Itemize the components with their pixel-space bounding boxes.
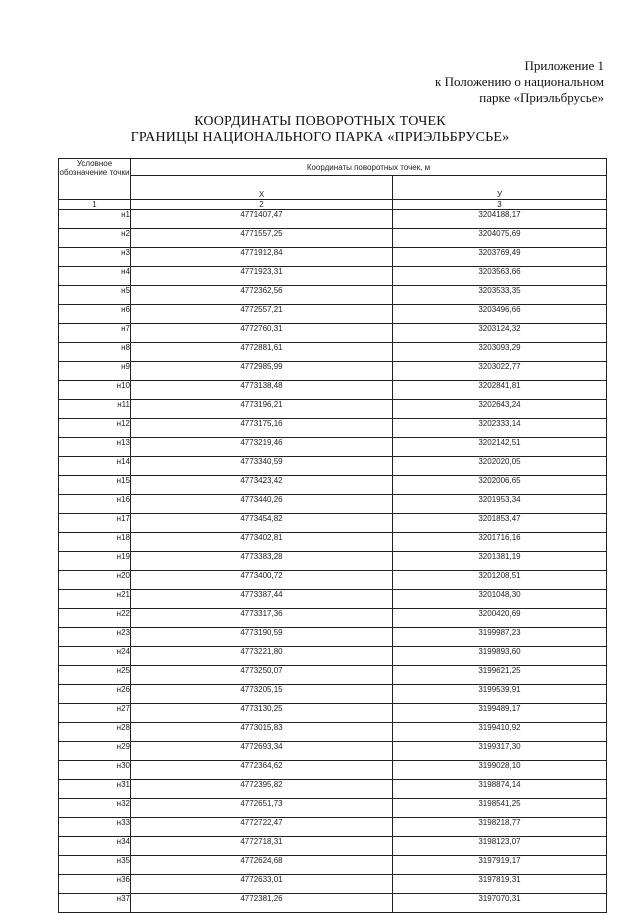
point-id-cell: н8	[59, 343, 131, 362]
point-id-cell: н33	[59, 818, 131, 837]
header-col-number-1: 1	[59, 200, 131, 210]
x-coordinate-cell: 4773454,82	[131, 514, 393, 533]
y-coordinate-cell: 3202142,51	[393, 438, 607, 457]
y-coordinate-cell: 3203769,49	[393, 248, 607, 267]
table-row	[59, 856, 607, 875]
table-row	[59, 590, 607, 609]
header-col-number-2: 2	[131, 200, 393, 210]
point-id-cell: н27	[59, 704, 131, 723]
x-coordinate-cell: 4772557,21	[131, 305, 393, 324]
y-coordinate-cell: 3198123,07	[393, 837, 607, 856]
header-y: У	[393, 176, 607, 200]
table-row	[59, 495, 607, 514]
point-id-cell: н29	[59, 742, 131, 761]
header-x: X	[131, 176, 393, 200]
table-row	[59, 780, 607, 799]
x-coordinate-cell: 4773387,44	[131, 590, 393, 609]
point-id-cell: н4	[59, 267, 131, 286]
x-coordinate-cell: 4773196,21	[131, 400, 393, 419]
y-coordinate-cell: 3197919,17	[393, 856, 607, 875]
point-id-cell: н36	[59, 875, 131, 894]
y-coordinate-cell: 3203022,77	[393, 362, 607, 381]
x-coordinate-cell: 4772651,73	[131, 799, 393, 818]
point-id-cell: н14	[59, 457, 131, 476]
x-coordinate-cell: 4773317,36	[131, 609, 393, 628]
table-row	[59, 305, 607, 324]
appendix-label: Приложение 1	[524, 58, 604, 73]
point-id-cell: н7	[59, 324, 131, 343]
table-row	[59, 894, 607, 913]
table-row	[59, 267, 607, 286]
point-id-cell: н9	[59, 362, 131, 381]
point-id-cell: н28	[59, 723, 131, 742]
x-coordinate-cell: 4773221,80	[131, 647, 393, 666]
x-coordinate-cell: 4773190,59	[131, 628, 393, 647]
table-row	[59, 324, 607, 343]
table-row	[59, 457, 607, 476]
x-coordinate-cell: 4772633,01	[131, 875, 393, 894]
point-id-cell: н21	[59, 590, 131, 609]
y-coordinate-cell: 3201853,47	[393, 514, 607, 533]
x-coordinate-cell: 4772381,26	[131, 894, 393, 913]
x-coordinate-cell: 4773423,42	[131, 476, 393, 495]
table-row	[59, 875, 607, 894]
point-id-cell: н32	[59, 799, 131, 818]
y-coordinate-cell: 3201208,51	[393, 571, 607, 590]
y-coordinate-cell: 3199410,92	[393, 723, 607, 742]
header-coordinates: Координаты поворотных точек, м	[131, 159, 607, 176]
table-row	[59, 514, 607, 533]
table-row	[59, 609, 607, 628]
x-coordinate-cell: 4773340,59	[131, 457, 393, 476]
point-id-cell: н34	[59, 837, 131, 856]
table-row	[59, 742, 607, 761]
table-body	[59, 210, 607, 913]
point-id-cell: н2	[59, 229, 131, 248]
table-row	[59, 704, 607, 723]
point-id-cell: н17	[59, 514, 131, 533]
point-id-cell: н26	[59, 685, 131, 704]
x-coordinate-cell: 4771557,25	[131, 229, 393, 248]
point-id-cell: н13	[59, 438, 131, 457]
table-row	[59, 666, 607, 685]
header-designation: Условное обозначение точки	[59, 159, 131, 200]
table-row	[59, 343, 607, 362]
y-coordinate-cell: 3201716,16	[393, 533, 607, 552]
y-coordinate-cell: 3203496,66	[393, 305, 607, 324]
x-coordinate-cell: 4773440,26	[131, 495, 393, 514]
table-row	[59, 799, 607, 818]
table-row	[59, 685, 607, 704]
x-coordinate-cell: 4771912,84	[131, 248, 393, 267]
y-coordinate-cell: 3199539,91	[393, 685, 607, 704]
point-id-cell: н37	[59, 894, 131, 913]
x-coordinate-cell: 4773250,07	[131, 666, 393, 685]
table-row	[59, 248, 607, 267]
y-coordinate-cell: 3202006,65	[393, 476, 607, 495]
y-coordinate-cell: 3204188,17	[393, 210, 607, 229]
x-coordinate-cell: 4773175,16	[131, 419, 393, 438]
y-coordinate-cell: 3199987,23	[393, 628, 607, 647]
y-coordinate-cell: 3201953,34	[393, 495, 607, 514]
x-coordinate-cell: 4772718,31	[131, 837, 393, 856]
document-title	[0, 114, 640, 146]
appendix-header	[435, 58, 604, 106]
table-row	[59, 362, 607, 381]
y-coordinate-cell: 3201048,30	[393, 590, 607, 609]
table-header	[59, 159, 607, 210]
y-coordinate-cell: 3199621,25	[393, 666, 607, 685]
x-coordinate-cell: 4773400,72	[131, 571, 393, 590]
y-coordinate-cell: 3199028,10	[393, 761, 607, 780]
point-id-cell: н18	[59, 533, 131, 552]
point-id-cell: н20	[59, 571, 131, 590]
point-id-cell: н10	[59, 381, 131, 400]
x-coordinate-cell: 4772362,56	[131, 286, 393, 305]
table-row	[59, 286, 607, 305]
x-coordinate-cell: 4773138,48	[131, 381, 393, 400]
y-coordinate-cell: 3197819,31	[393, 875, 607, 894]
x-coordinate-cell: 4771923,31	[131, 267, 393, 286]
y-coordinate-cell: 3202841,81	[393, 381, 607, 400]
y-coordinate-cell: 3204075,69	[393, 229, 607, 248]
y-coordinate-cell: 3199317,30	[393, 742, 607, 761]
point-id-cell: н12	[59, 419, 131, 438]
y-coordinate-cell: 3197070,31	[393, 894, 607, 913]
x-coordinate-cell: 4772624,68	[131, 856, 393, 875]
table-row	[59, 628, 607, 647]
title-line-1: КООРДИНАТЫ ПОВОРОТНЫХ ТОЧЕК	[194, 114, 446, 129]
table-row	[59, 381, 607, 400]
x-coordinate-cell: 4772722,47	[131, 818, 393, 837]
y-coordinate-cell: 3203093,29	[393, 343, 607, 362]
x-coordinate-cell: 4773383,28	[131, 552, 393, 571]
y-coordinate-cell: 3198541,25	[393, 799, 607, 818]
table-row	[59, 552, 607, 571]
x-coordinate-cell: 4772881,61	[131, 343, 393, 362]
header-col-number-3: 3	[393, 200, 607, 210]
x-coordinate-cell: 4772760,31	[131, 324, 393, 343]
point-id-cell: н5	[59, 286, 131, 305]
point-id-cell: н1	[59, 210, 131, 229]
x-coordinate-cell: 4772985,99	[131, 362, 393, 381]
point-id-cell: н19	[59, 552, 131, 571]
y-coordinate-cell: 3203533,35	[393, 286, 607, 305]
table-row	[59, 533, 607, 552]
y-coordinate-cell: 3203124,32	[393, 324, 607, 343]
point-id-cell: н11	[59, 400, 131, 419]
y-coordinate-cell: 3199893,60	[393, 647, 607, 666]
point-id-cell: н3	[59, 248, 131, 267]
point-id-cell: н15	[59, 476, 131, 495]
point-id-cell: н30	[59, 761, 131, 780]
y-coordinate-cell: 3198218,77	[393, 818, 607, 837]
x-coordinate-cell: 4772693,34	[131, 742, 393, 761]
y-coordinate-cell: 3203563,66	[393, 267, 607, 286]
table-row	[59, 837, 607, 856]
point-id-cell: н24	[59, 647, 131, 666]
point-id-cell: н25	[59, 666, 131, 685]
y-coordinate-cell: 3200420,69	[393, 609, 607, 628]
appendix-park-name: парке «Приэльбрусье»	[479, 90, 604, 105]
table-row	[59, 210, 607, 229]
table-row	[59, 761, 607, 780]
y-coordinate-cell: 3198874,14	[393, 780, 607, 799]
y-coordinate-cell: 3202333,14	[393, 419, 607, 438]
x-coordinate-cell: 4773015,83	[131, 723, 393, 742]
x-coordinate-cell: 4773402,81	[131, 533, 393, 552]
table-row	[59, 647, 607, 666]
table-row	[59, 723, 607, 742]
x-coordinate-cell: 4771407,47	[131, 210, 393, 229]
table-row	[59, 476, 607, 495]
point-id-cell: н22	[59, 609, 131, 628]
table-row	[59, 571, 607, 590]
point-id-cell: н35	[59, 856, 131, 875]
x-coordinate-cell: 4772364,62	[131, 761, 393, 780]
point-id-cell: н31	[59, 780, 131, 799]
table-row	[59, 400, 607, 419]
table-row	[59, 229, 607, 248]
appendix-reference: к Положению о национальном	[435, 74, 604, 89]
title-line-2: ГРАНИЦЫ НАЦИОНАЛЬНОГО ПАРКА «ПРИЭЛЬБРУСЬЕ»	[130, 130, 510, 145]
x-coordinate-cell: 4773219,46	[131, 438, 393, 457]
coordinates-table	[58, 158, 607, 913]
point-id-cell: н16	[59, 495, 131, 514]
point-id-cell: н6	[59, 305, 131, 324]
y-coordinate-cell: 3202020,05	[393, 457, 607, 476]
x-coordinate-cell: 4773130,25	[131, 704, 393, 723]
point-id-cell: н23	[59, 628, 131, 647]
y-coordinate-cell: 3199489,17	[393, 704, 607, 723]
table-row	[59, 419, 607, 438]
x-coordinate-cell: 4772395,82	[131, 780, 393, 799]
x-coordinate-cell: 4773205,15	[131, 685, 393, 704]
y-coordinate-cell: 3201381,19	[393, 552, 607, 571]
y-coordinate-cell: 3202643,24	[393, 400, 607, 419]
table-row	[59, 438, 607, 457]
table-row	[59, 818, 607, 837]
